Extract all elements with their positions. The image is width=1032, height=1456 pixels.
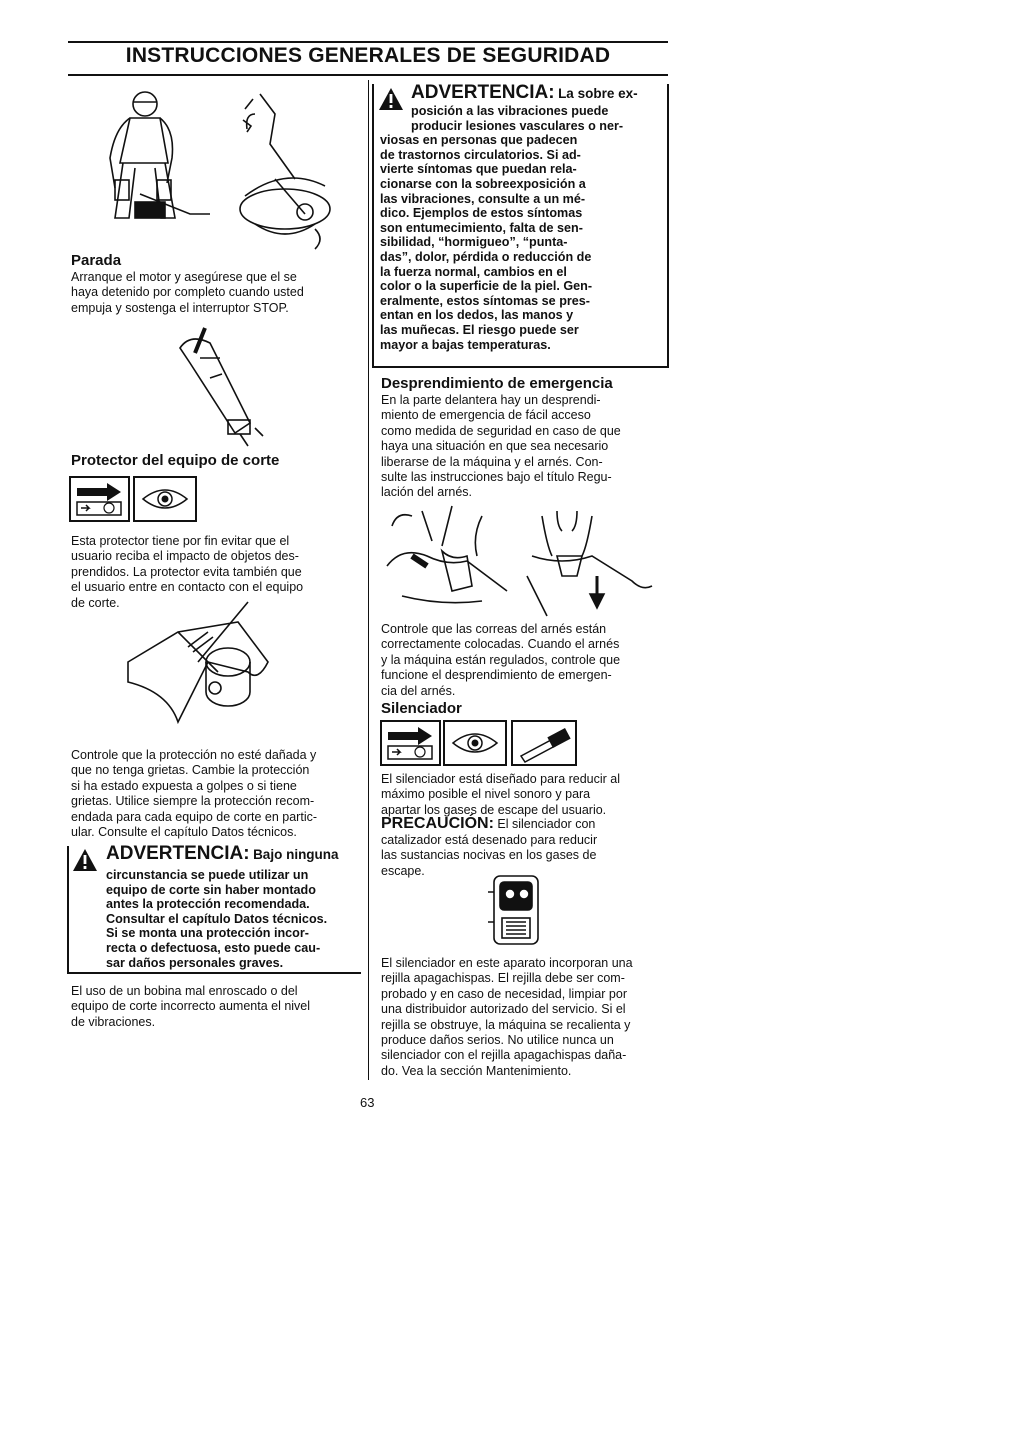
right-warning-body: posición a las vibraciones puede producir lesiones vasculares o ner- viosas en personas que padecen de trastornos circulatorios. Si ad- vierte síntomas que puedan rela- cionarse con la sobreexposición a las vibraciones, consulte a un mé- dico. Ejemplos de estos síntomas son entumecimiento, falta de sen- sibilidad, “hormigueo”, “punta- das”, dolor, pérdida o reducción de la fuerza normal, cambios en el color o la superficie de la piel. Gen- eralmente, estos síntomas se pres- entan en los dedos, las manos y las muñecas. El riesgo puede ser mayor a bajas temperaturas. xyxy=(380,104,624,352)
silenciador-heading: Silenciador xyxy=(381,700,462,717)
caution-heading: PRECAUCIÓN: El silenciador con xyxy=(381,815,596,832)
protector-heading: Protector del equipo de corte xyxy=(71,452,280,469)
eye-protection-icon xyxy=(133,476,197,522)
spark-arrestor-text: El silenciador en este aparato incorporan una rejilla apagachispas. El rejilla debe ser com- probado y en caso de necesidad, limpiar por una distribuidor autorizado del servicio. Si el rejilla se obstruye, la máquina se recalienta y produce daños serios. No utilice nunca un silenciador con el rejilla apagachispas daña- do. Vea la sección Mantenimiento. xyxy=(381,956,633,1078)
harness-text: Controle que las correas del arnés están correctamente colocadas. Cuando el arnés y la máquina están regulados, controle que funcione el desprendimiento de emergen- cia del arnés. xyxy=(381,622,621,698)
muffler-illustration xyxy=(488,872,544,948)
right-warning-head: ADVERTENCIA: La sobre ex- xyxy=(411,82,638,103)
parada-heading: Parada xyxy=(71,252,122,269)
wire-brush-icon xyxy=(511,720,577,766)
caution-label: PRECAUCIÓN: xyxy=(381,815,494,832)
page-number: 63 xyxy=(360,1095,375,1110)
right-warning-label: ADVERTENCIA: xyxy=(411,82,555,103)
silenciador-text: El silenciador está diseñado para reducir al máximo posible el nivel sonoro y para apartar los gases de escape del usuario. xyxy=(381,772,621,817)
column-divider xyxy=(368,80,369,1080)
desprendimiento-text: En la parte delantera hay un desprendi- miento de emergencia de fácil acceso como medida de seguridad en caso de que haya una situación en que sea necesario liberarse de la máquina y el arnés. Con- sulte las instrucciones bajo el título Regu- lación del arnés. xyxy=(381,393,621,500)
warning-triangle-icon xyxy=(72,848,98,872)
read-manual-icon xyxy=(380,720,441,766)
protector-text-2: Controle que la protección no esté dañada y que no tenga grietas. Cambie la protección si ha estado expuesta a golpes o si tiene grietas. Utilice siempre la protección recom- endada para cada equipo de corte en partic- ular. Consulte el capítulo Datos técnicos. xyxy=(71,748,318,840)
stop-switch-illustration xyxy=(170,328,270,448)
cutting-guard-illustration xyxy=(118,602,288,737)
caution-text: catalizador está desenado para reducir las sustancias nocivas en los gases de escape. xyxy=(381,833,598,878)
left-warning-body: circunstancia se puede utilizar un equipo de corte sin haber montado antes la protección recomendada. Consultar el capítulo Datos técnicos. Si se monta una protección incor- recta o defectuosa, esto puede cau- sar daños personales graves. xyxy=(106,868,328,970)
protector-text-1: Esta protector tiene por fin evitar que el usuario reciba el impacto de objetos des- prendidos. La protector evita también que el usuario entre en contacto con el equipo de corte. xyxy=(71,534,304,610)
harness-release-illustration xyxy=(382,506,662,616)
desprendimiento-heading: Desprendimiento de emergencia xyxy=(381,375,613,392)
top-rule xyxy=(68,41,668,43)
page-title: INSTRUCCIONES GENERALES DE SEGURIDAD xyxy=(125,44,611,67)
left-warning-label: ADVERTENCIA: xyxy=(106,843,250,864)
eye-protection-icon xyxy=(443,720,507,766)
title-underline xyxy=(68,74,668,76)
operator-illustration xyxy=(95,84,345,254)
vibration-text: El uso de un bobina mal enroscado o del equipo de corte incorrecto aumenta el nivel de vibraciones. xyxy=(71,984,311,1029)
read-manual-icon xyxy=(69,476,130,522)
parada-text: Arranque el motor y asegúrese que el se haya detenido por completo cuando usted empuja y sostenga el interruptor STOP. xyxy=(71,270,304,315)
left-warning-text: ADVERTENCIA: Bajo ninguna xyxy=(106,843,339,864)
